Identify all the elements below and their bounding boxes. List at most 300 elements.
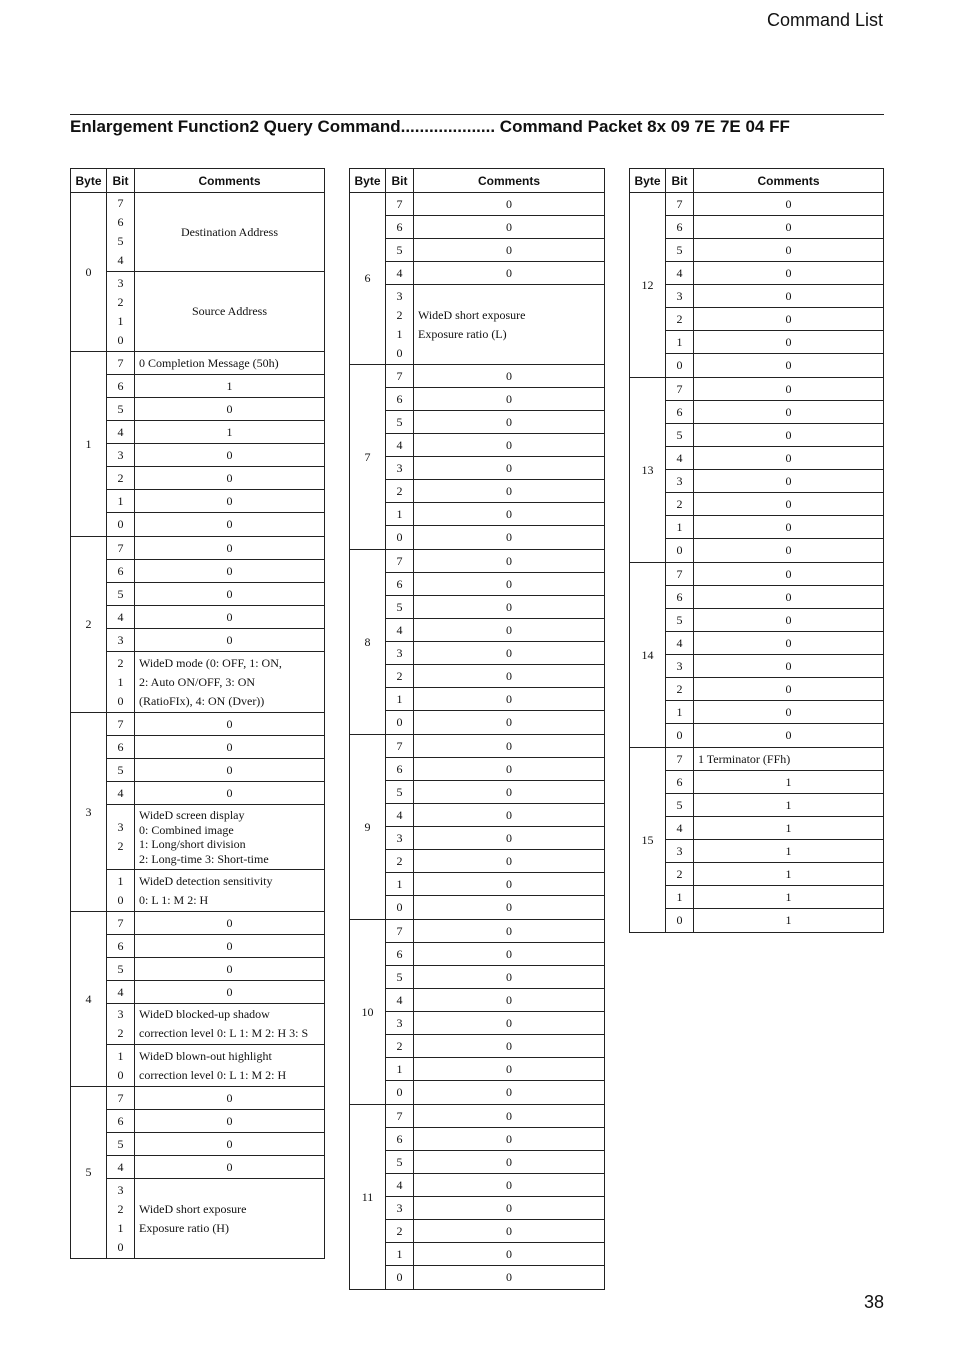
comment-lines [506,482,512,501]
bit-numbers [107,629,135,651]
bit-row [386,711,604,734]
comment-lines [227,492,233,511]
comment-lines [506,505,512,524]
comments-column-header: Comments [198,173,261,188]
bit-numbers [386,873,414,895]
bit-number: 0 [676,913,683,927]
bit-row [666,285,883,308]
bit-number: 3 [676,843,683,858]
comment-cell [694,678,883,700]
bit-number: 5 [396,969,403,984]
comment-cell [135,272,324,351]
comment-cell [414,966,604,988]
comment-cell [694,609,883,631]
comment-cell [414,216,604,238]
comment-lines [506,644,512,663]
comment-line: 0 [226,609,233,624]
bit-numbers [386,365,414,387]
comment-lines [786,865,792,884]
bit-numbers [386,850,414,872]
bit-number: 6 [396,391,403,406]
bit-row [666,886,883,909]
comment-cell [694,262,883,284]
comment-lines [506,1060,512,1079]
bit-numbers [107,467,135,489]
bit-numbers [386,1081,414,1104]
comment-cell [414,480,604,502]
comment-lines [227,539,233,558]
comment-cell [135,1004,324,1044]
comment-line: 0 [226,447,233,462]
comment-lines [139,654,282,711]
bit-row [386,216,604,239]
comment-cell [135,560,324,582]
comment-lines [506,667,512,686]
comment-line: 0 [226,716,233,731]
comment-cell [414,989,604,1011]
bit-row [666,354,883,377]
comment-lines [786,287,792,306]
comment-cell [135,736,324,758]
comment-cell [414,526,604,549]
bit-numbers [386,1220,414,1242]
bit-numbers [386,1058,414,1080]
comment-lines [506,875,512,894]
bit-number: 5 [117,961,124,976]
comment-cell [414,1266,604,1289]
comment-lines [506,575,512,594]
bit-row [666,262,883,285]
bit-number: 4 [396,807,403,822]
bit-number: 7 [396,553,403,568]
bit-numbers [666,193,694,215]
bit-numbers [107,1110,135,1132]
comment-line: 0 [785,704,792,719]
comment-cell [135,935,324,957]
comment-line: 0 [226,632,233,647]
bit-numbers [386,920,414,942]
comment-lines [786,333,792,352]
bit-numbers [666,794,694,816]
comment-lines [786,310,792,329]
bit-row [666,216,883,239]
bit-numbers [666,354,694,377]
comment-cell [414,193,604,215]
comment-lines [786,888,792,907]
comment-cell [414,688,604,710]
bit-number: 6 [396,946,403,961]
bit-row [386,411,604,434]
bit-row [107,981,324,1004]
bit-number: 1 [117,674,124,689]
bit-number: 7 [676,381,683,396]
bit-numbers [386,193,414,215]
bit-number: 4 [117,253,124,267]
bit-numbers [666,748,694,770]
bit-numbers [107,606,135,628]
bit-numbers [666,655,694,677]
bit-number: 5 [396,242,403,257]
comment-line: 0 [506,900,512,914]
bit-row [666,817,883,840]
comment-lines [786,565,792,584]
comment-line: 0 [506,1015,512,1030]
comment-line: 0 [506,414,512,429]
bit-row [386,550,604,573]
byte-number: 13 [630,378,666,562]
bit-numbers [386,596,414,618]
bit-number: 1 [676,704,683,719]
comment-line: 0 [785,612,792,627]
bit-numbers [107,398,135,420]
comment-cell [414,503,604,525]
bit-number: 4 [396,622,403,637]
bit-number: 1 [117,1220,124,1235]
comment-line: 0 [506,784,512,799]
bit-number: 5 [117,762,124,777]
bit-numbers [386,457,414,479]
bit-numbers [107,652,135,712]
comment-cell [414,573,604,595]
comment-cell [694,563,883,585]
comment-lines [786,380,792,399]
comment-lines [506,991,512,1010]
bit-numbers [386,550,414,572]
bit-number: 5 [676,242,683,257]
comment-line: WideD blown-out highlight [139,1048,272,1063]
bit-numbers [386,735,414,757]
bit-row [666,447,883,470]
bit-row [386,920,604,943]
comment-cell [414,285,604,364]
comment-cell [694,470,883,492]
comment-line: 0 [506,830,512,845]
comment-lines [506,898,512,917]
bit-number: 2 [396,307,403,322]
comment-cell [694,701,883,723]
comment-lines [227,914,233,933]
comment-cell [135,1110,324,1132]
bit-numbers [107,583,135,605]
bit-row [386,781,604,804]
bit-row [386,966,604,989]
bit-number: 6 [676,589,683,604]
bit-number: 0 [396,345,403,360]
byte-number: 10 [350,920,386,1104]
comment-line: 1 [226,378,233,393]
comment-line: 0 [506,1154,512,1169]
comment-line: 0 [226,739,233,754]
bit-row [386,1174,604,1197]
bit-number: 6 [396,576,403,591]
bit-row [666,493,883,516]
comment-line: 0 [785,334,792,349]
comment-line: WideD short exposure [139,1201,247,1216]
comment-line: 0 [226,401,233,416]
comment-line: 0 [506,807,512,822]
comment-lines [786,472,792,491]
bit-numbers [386,711,414,734]
bit-row [666,539,883,562]
comment-line: 0 [506,1223,512,1238]
comment-cell [135,629,324,651]
byte-group [350,1105,604,1289]
comment-line: 0 [785,658,792,673]
bit-rows [107,1087,324,1258]
comment-line: 0 [506,969,512,984]
bit-number: 7 [117,196,124,210]
bit-rows [107,912,324,1086]
byte-group [71,912,324,1087]
bit-number: 2 [396,1038,403,1053]
comment-line: WideD mode (0: OFF, 1: ON, [139,655,282,670]
bit-number: 1 [396,876,403,891]
comment-line: 0 [506,715,512,729]
comment-line: 0 [226,563,233,578]
bit-number: 1 [117,873,124,888]
byte-group [350,550,604,735]
comment-line: 0 [506,761,512,776]
comment-lines [139,1005,308,1043]
comment-line: 0 [506,1131,512,1146]
bit-numbers [666,632,694,654]
comment-line: 0 [506,738,512,753]
bit-row [107,490,324,513]
comment-line: 0 [506,946,512,961]
bit-numbers [107,444,135,466]
bit-number: 4 [117,984,124,999]
bit-numbers [386,285,414,364]
comment-cell [414,1243,604,1265]
bit-numbers [107,272,135,351]
bit-row [666,424,883,447]
comment-lines [227,585,233,604]
bit-numbers [666,586,694,608]
comment-lines [506,1130,512,1149]
comment-lines [139,1047,286,1085]
bit-number: 7 [396,1108,403,1123]
bit-number: 6 [117,378,124,393]
bit-number: 2 [117,1201,124,1216]
comment-line: 0 [785,566,792,581]
bit-row [666,794,883,817]
comment-lines [506,413,512,432]
bit-column-header: Bit [386,169,414,192]
comment-cell [694,724,883,747]
comment-line: 0 [226,586,233,601]
comment-cell [414,239,604,261]
comment-lines [227,1089,233,1108]
comment-cell [414,1151,604,1173]
comment-line: 0 [506,1246,512,1261]
bit-number: 0 [117,693,124,708]
bit-row [386,619,604,642]
comment-line: 0 [785,358,792,372]
bit-numbers [666,424,694,446]
bit-row [666,401,883,424]
bit-numbers [666,308,694,330]
comment-cell [694,909,883,932]
comment-lines [506,195,512,214]
comment-lines [506,552,512,571]
comment-lines [227,738,233,757]
bit-number: 4 [676,820,683,835]
comment-line: 2: Long-time 3: Short-time [139,851,269,866]
comment-lines [786,842,792,861]
bit-number: 4 [396,265,403,280]
comment-cell [414,365,604,387]
bit-number: 4 [396,1177,403,1192]
bit-row [386,1128,604,1151]
comment-line: 0 [226,961,233,976]
bit-number: 5 [396,1154,403,1169]
bit-row [386,1058,604,1081]
comment-lines [139,354,279,373]
bit-numbers [107,421,135,443]
bit-number: 5 [676,612,683,627]
bit-number: 0 [117,332,124,347]
bit-numbers [386,1105,414,1127]
comment-line: correction level 0: L 1: M 2: H 3: S [139,1026,309,1040]
comment-cell [135,1045,324,1086]
comment-lines [506,218,512,237]
bit-numbers [107,375,135,397]
bit-number: 3 [396,1200,403,1215]
bit-number: 1 [117,493,124,508]
comment-cell [135,805,324,869]
bit-row [386,526,604,549]
bit-row [107,1004,324,1045]
bit-number: 0 [676,358,683,372]
comment-cell [694,886,883,908]
byte-number: 0 [71,193,107,351]
bit-number: 1 [396,506,403,521]
comment-cell [414,411,604,433]
comment-lines [227,937,233,956]
bit-numbers [386,758,414,780]
bit-number: 3 [117,820,124,834]
comment-cell [414,1197,604,1219]
comment-lines [506,922,512,941]
bit-row [107,193,324,272]
bit-number: 5 [117,401,124,416]
bit-number: 0 [117,1067,124,1082]
bit-numbers [107,870,135,911]
comment-lines [418,306,526,344]
bit-row [666,331,883,354]
bit-number: 0 [117,1239,124,1254]
bit-row [386,804,604,827]
bit-row [107,1133,324,1156]
comment-line: 0 [506,853,512,868]
comment-cell [694,331,883,353]
comment-lines [181,223,278,242]
comment-lines [506,367,512,386]
comment-line: 0 [506,219,512,234]
byte-column-header: Byte [630,169,666,192]
bit-numbers [666,817,694,839]
bit-row [386,193,604,216]
bit-numbers [666,909,694,932]
comment-lines [506,390,512,409]
bit-numbers [386,1151,414,1173]
comment-cell [694,655,883,677]
bit-row [386,1105,604,1128]
bit-numbers [107,958,135,980]
comment-line: 0 [226,517,233,531]
bit-number: 1 [676,889,683,904]
comment-cell [414,943,604,965]
comment-cell [414,827,604,849]
bit-numbers [107,981,135,1003]
bit-numbers [107,1179,135,1258]
comment-cell [694,424,883,446]
bit-row [666,563,883,586]
bit-number: 1 [117,1048,124,1063]
bit-numbers [666,609,694,631]
bit-numbers [107,713,135,735]
comment-line: 0 [506,506,512,521]
comment-cell [414,1012,604,1034]
bit-number: 7 [117,716,124,731]
bit-number: 0 [396,530,403,544]
bit-numbers [386,411,414,433]
comment-cell [414,665,604,687]
comment-cell [414,434,604,456]
bit-numbers [107,193,135,271]
comment-lines [786,218,792,237]
comment-lines [139,808,269,866]
comment-lines [227,423,233,442]
title-rule [70,114,884,115]
bit-row [386,873,604,896]
bit-number: 3 [396,830,403,845]
byte-number: 4 [71,912,107,1086]
bit-number: 7 [396,368,403,383]
comment-line: 0 [506,1061,512,1076]
comment-line: 0 [785,728,792,742]
comment-line: 0 [506,1177,512,1192]
bit-rows [386,193,604,364]
comment-lines [227,631,233,650]
bit-row [107,912,324,935]
bit-number: 5 [117,586,124,601]
bit-numbers [666,886,694,908]
comment-line: 0 [226,470,233,485]
bit-number: 4 [676,450,683,465]
comment-lines [192,302,267,321]
bit-row [386,1012,604,1035]
bit-number: 0 [396,1085,403,1099]
bit-row [386,896,604,919]
comment-cell [414,735,604,757]
bit-numbers [386,262,414,284]
bit-row [666,771,883,794]
bit-numbers [386,642,414,664]
comment-line: 0 [785,543,792,557]
bit-rows [386,1105,604,1289]
bit-row [107,935,324,958]
bit-row [666,308,883,331]
bit-numbers [666,401,694,423]
comment-cell [135,652,324,712]
bit-numbers [107,537,135,559]
comment-line: 0 [226,1159,233,1174]
bit-numbers [666,285,694,307]
comment-lines [698,750,790,769]
comment-lines [506,1245,512,1264]
comment-line: Destination Address [181,224,278,239]
